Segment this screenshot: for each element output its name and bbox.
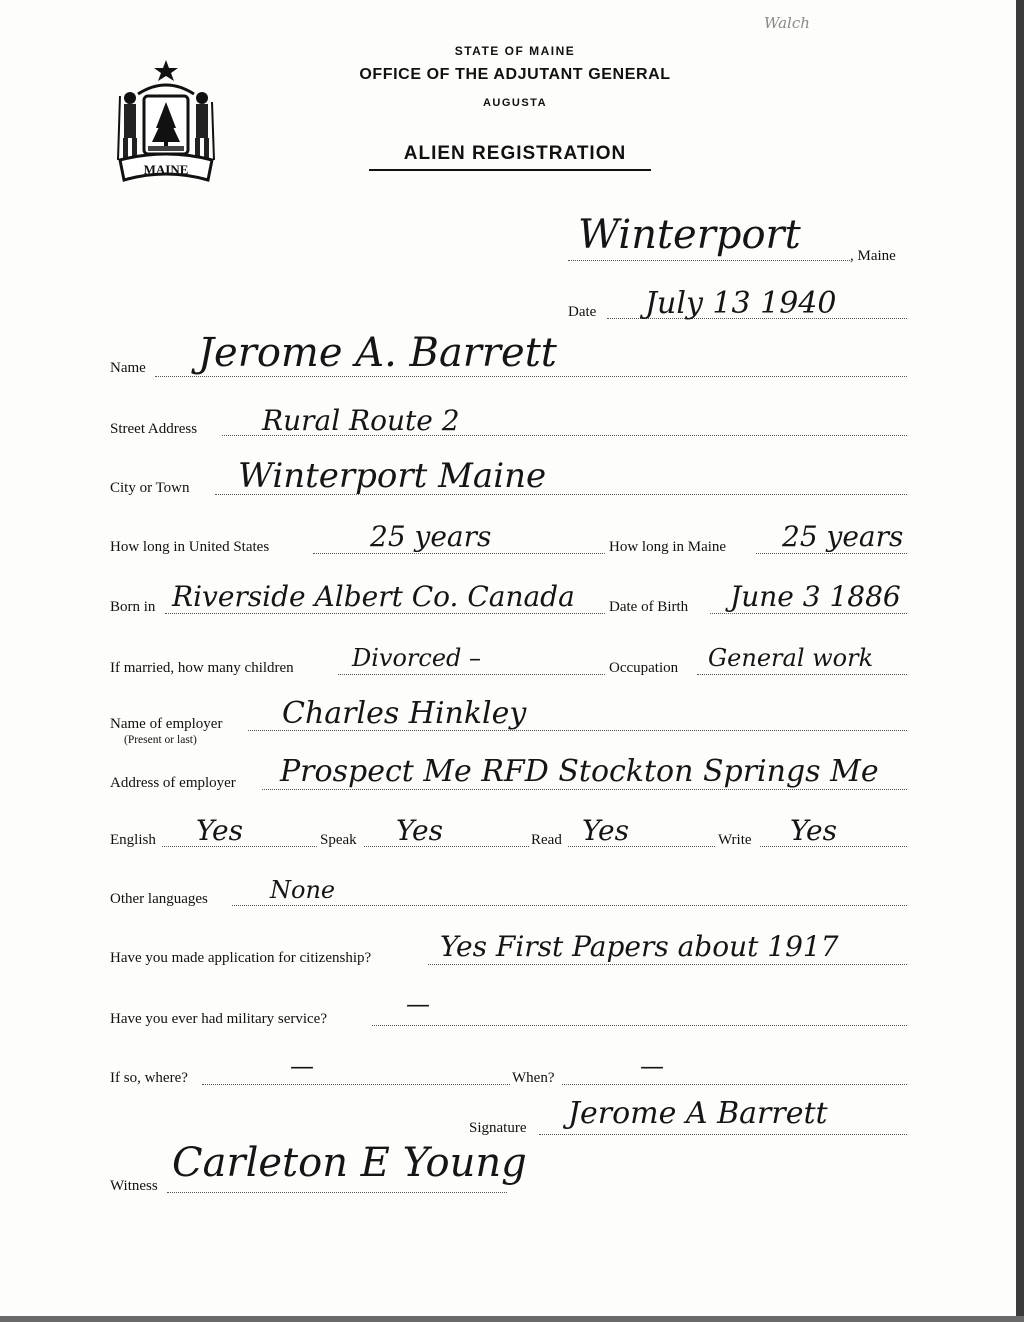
citizenship-line	[428, 964, 907, 965]
city-value: Winterport Maine	[238, 456, 547, 496]
speak-value: Yes	[396, 814, 443, 847]
employer-address-value: Prospect Me RFD Stockton Springs Me	[280, 754, 879, 789]
city-label: City or Town	[110, 480, 190, 496]
signature-line	[539, 1134, 907, 1135]
where-line	[202, 1084, 510, 1085]
name-value: Jerome A. Barrett	[198, 330, 557, 376]
read-label: Read	[531, 832, 562, 848]
header-city: AUGUSTA	[482, 97, 548, 109]
maine-label: How long in Maine	[609, 539, 727, 555]
date-value: July 13 1940	[645, 286, 837, 321]
town-suffix: , Maine	[850, 248, 896, 264]
military-label: Have you ever had military service?	[110, 1011, 327, 1027]
name-label: Name	[110, 360, 146, 376]
maine-state-seal-icon	[108, 56, 224, 186]
when-line	[562, 1084, 907, 1085]
employer-address-line	[262, 789, 907, 790]
header-state: STATE OF MAINE	[454, 44, 576, 58]
street-label: Street Address	[110, 421, 198, 437]
witness-label: Witness	[110, 1178, 158, 1194]
speak-label: Speak	[320, 832, 357, 848]
dob-value: June 3 1886	[730, 580, 901, 613]
occupation-value: General work	[708, 644, 874, 672]
title-underline	[369, 169, 651, 171]
occupation-line	[697, 674, 907, 675]
children-label: If married, how many children	[110, 660, 294, 676]
town-line	[568, 260, 850, 261]
write-value: Yes	[790, 814, 837, 847]
corner-pencil-note: Walch	[764, 14, 810, 32]
when-label: When?	[512, 1070, 555, 1086]
occupation-label: Occupation	[609, 660, 679, 676]
witness-value: Carleton E Young	[172, 1140, 527, 1186]
dob-label: Date of Birth	[609, 599, 689, 615]
us-value: 25 years	[370, 520, 492, 553]
military-value: —	[406, 990, 430, 1018]
employer-label: Name of employer	[110, 716, 223, 732]
citizenship-label: Have you made application for citizenship?	[110, 950, 372, 966]
employer-sublabel: (Present or last)	[124, 734, 197, 746]
maine-line	[756, 553, 907, 554]
children-value: Divorced –	[352, 644, 482, 672]
when-value: —	[640, 1052, 664, 1080]
street-value: Rural Route 2	[262, 404, 460, 437]
signature-value: Jerome A Barrett	[568, 1096, 828, 1131]
scan-edge-bottom	[0, 1316, 1024, 1322]
english-label: English	[110, 832, 156, 848]
english-value: Yes	[196, 814, 243, 847]
town-value: Winterport	[578, 212, 801, 258]
signature-label: Signature	[469, 1120, 527, 1136]
born-value: Riverside Albert Co. Canada	[172, 580, 575, 613]
born-label: Born in	[110, 599, 156, 615]
speak-line	[364, 846, 529, 847]
other-languages-line	[232, 905, 907, 906]
citizenship-value: Yes First Papers about 1917	[440, 930, 839, 963]
form-title: ALIEN REGISTRATION	[403, 143, 627, 164]
us-label: How long in United States	[110, 539, 270, 555]
other-languages-label: Other languages	[110, 891, 208, 907]
children-line	[338, 674, 605, 675]
other-languages-value: None	[270, 876, 336, 904]
us-line	[313, 553, 605, 554]
name-line	[155, 376, 907, 377]
employer-address-label: Address of employer	[110, 775, 236, 791]
employer-value: Charles Hinkley	[282, 696, 527, 731]
date-label: Date	[568, 304, 597, 320]
born-line	[165, 613, 605, 614]
military-line	[372, 1025, 907, 1026]
scan-edge-right	[1016, 0, 1024, 1322]
svg-text:MAINE: MAINE	[143, 162, 189, 177]
write-label: Write	[718, 832, 752, 848]
where-label: If so, where?	[110, 1070, 188, 1086]
header-office: OFFICE OF THE ADJUTANT GENERAL	[359, 66, 671, 83]
where-value: —	[290, 1052, 314, 1080]
read-value: Yes	[582, 814, 629, 847]
dob-line	[710, 613, 907, 614]
witness-line	[167, 1192, 507, 1193]
maine-value: 25 years	[782, 520, 904, 553]
